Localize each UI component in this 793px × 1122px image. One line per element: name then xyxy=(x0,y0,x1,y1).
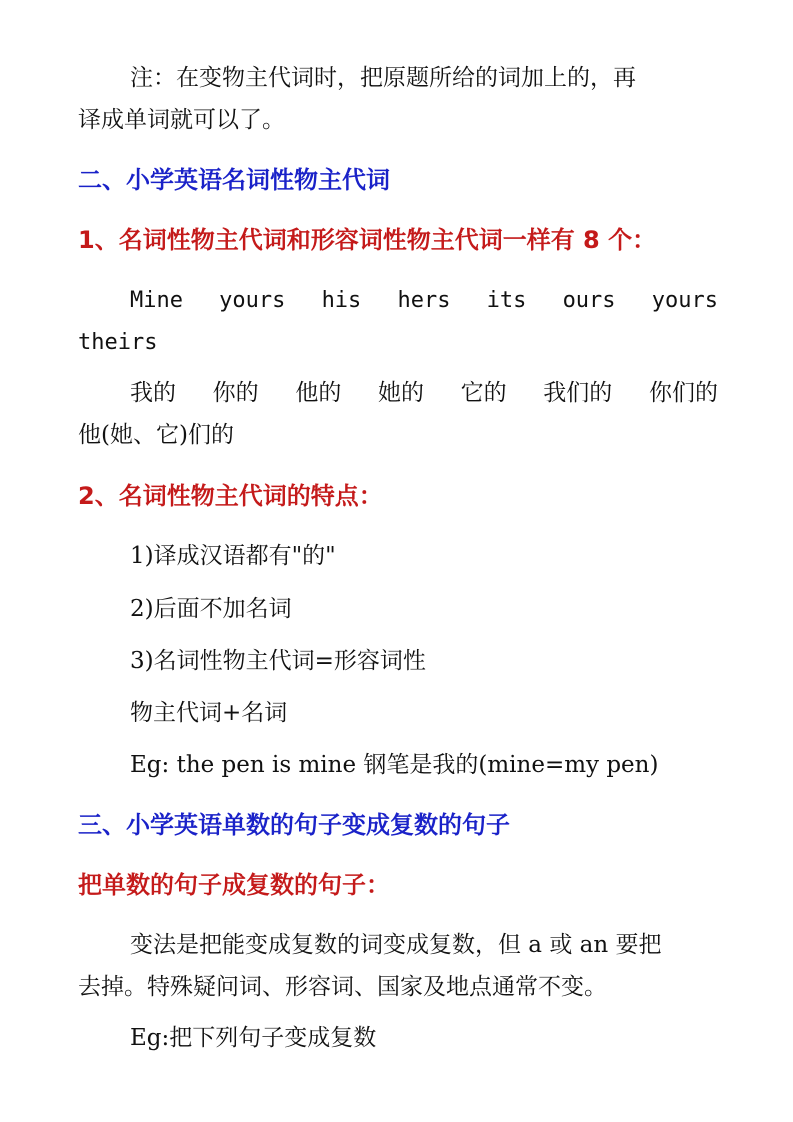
pronoun-word: ours xyxy=(562,288,616,313)
pronoun-word: yours xyxy=(651,288,718,313)
section-3-subheading: 把单数的句子成复数的句子： xyxy=(78,871,390,899)
english-pronoun-row xyxy=(130,286,718,316)
feature-point-2: 2)后面不加名词 xyxy=(130,596,292,622)
section-2-sub-1-heading: 1、名词性物主代词和形容词性物主代词一样有 8 个： xyxy=(78,226,657,254)
section-3-example: Eg:把下列句子变成复数 xyxy=(130,1025,377,1051)
feature-point-3-continued: 物主代词+名词 xyxy=(130,700,288,726)
chinese-pronoun-overflow: 他(她、它)们的 xyxy=(78,422,234,448)
pronoun-word: hers xyxy=(397,288,451,313)
feature-point-1: 1)译成汉语都有"的" xyxy=(130,543,336,569)
note-line-2: 译成单词就可以了。 xyxy=(78,107,285,133)
pronoun-meaning: 它的 xyxy=(460,380,507,406)
note-line-1: 注：在变物主代词时，把原题所给的词加上的，再 xyxy=(130,65,636,91)
pronoun-meaning: 我们的 xyxy=(543,380,613,406)
section-2-heading: 二、小学英语名词性物主代词 xyxy=(78,166,390,194)
pronoun-word: Mine xyxy=(130,288,183,313)
pronoun-word: yours xyxy=(219,288,286,313)
pronoun-meaning: 他的 xyxy=(295,380,342,406)
english-pronoun-overflow: theirs xyxy=(78,330,158,355)
chinese-pronoun-row xyxy=(130,378,718,408)
section-3-paragraph-line-2: 去掉。特殊疑问词、形容词、国家及地点通常不变。 xyxy=(78,974,607,1000)
feature-point-3: 3)名词性物主代词=形容词性 xyxy=(130,648,426,674)
pronoun-meaning: 我的 xyxy=(130,380,176,406)
pronoun-word: its xyxy=(486,288,527,313)
section-3-paragraph-line-1: 变法是把能变成复数的词变成复数，但 a 或 an 要把 xyxy=(130,932,662,958)
feature-example: Eg: the pen is mine 钢笔是我的(mine=my pen) xyxy=(130,752,659,778)
pronoun-word: his xyxy=(321,288,362,313)
pronoun-meaning: 你的 xyxy=(212,380,259,406)
section-3-heading: 三、小学英语单数的句子变成复数的句子 xyxy=(78,811,510,839)
pronoun-meaning: 你们的 xyxy=(648,380,718,406)
section-2-sub-2-heading: 2、名词性物主代词的特点： xyxy=(78,482,383,510)
pronoun-meaning: 她的 xyxy=(377,380,424,406)
